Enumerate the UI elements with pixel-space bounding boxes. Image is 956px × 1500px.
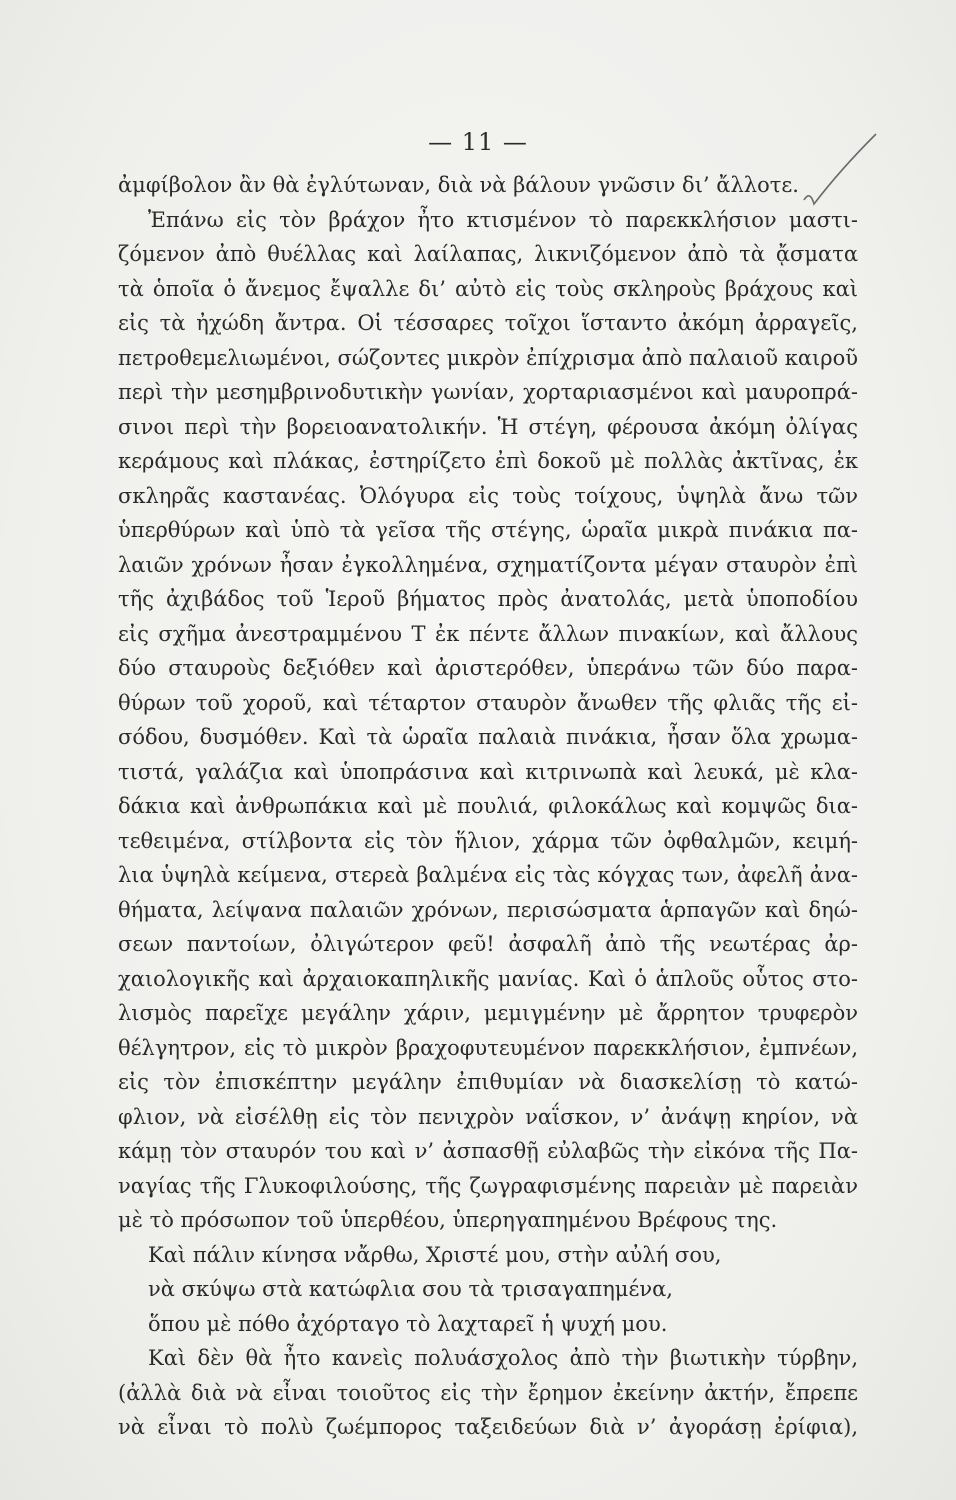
text-line: τεθειμένα, στίλβοντα εἰς τὸν ἥλιον, χάρμα τῶν ὀφθαλμῶν, κειμή- — [118, 828, 858, 853]
text-line: νὰ εἶναι τὸ πολὺ ζωέμπορος ταξειδεύων διὰ ν’ ἀγοράσῃ ἐρίφια), — [118, 1415, 858, 1439]
text-line: θύρων τοῦ χοροῦ, καὶ τέταρτον σταυρὸν ἄνωθεν τῆς φλιᾶς τῆς εἰ- — [118, 690, 858, 715]
text-line: δύο σταυροὺς δεξιόθεν καὶ ἀριστερόθεν, ὑπεράνω τῶν δύο παρα- — [118, 656, 858, 680]
text-line: λισμὸς παρεῖχε μεγάλην χάριν, μεμιγμένην μὲ ἄρρητον τρυφερὸν — [118, 1001, 858, 1025]
verse-line: ὅπου μὲ πόθο ἀχόρταγο τὸ λαχταρεῖ ἡ ψυχή μου. — [148, 1311, 668, 1336]
text-line: Ἐπάνω εἰς τὸν βράχον ἦτο κτισμένον τὸ παρεκκλήσιον μαστι- — [148, 207, 858, 232]
page-number: — 11 — — [428, 128, 528, 156]
text-line: τὰ ὁποῖα ὁ ἄνεμος ἔψαλλε δι’ αὐτὸ εἰς τοὺς σκληροὺς βράχους καὶ — [118, 276, 858, 301]
body-text — [118, 168, 858, 1445]
text-line: ὑπερθύρων καὶ ὑπὸ τὰ γεῖσα τῆς στέγης, ὡραῖα μικρὰ πινάκια πα- — [118, 518, 858, 542]
text-line: εἰς σχῆμα ἀνεστραμμένου Τ ἐκ πέντε ἄλλων πινακίων, καὶ ἄλλους — [118, 621, 858, 646]
text-line: σόδου, δυσμόθεν. Καὶ τὰ ὡραῖα παλαιὰ πινάκια, ἦσαν ὅλα χρωμα- — [118, 725, 858, 749]
text-line: Καὶ δὲν θὰ ἦτο κανεὶς πολυάσχολος ἀπὸ τὴν βιωτικὴν τύρβην, — [148, 1346, 858, 1370]
verse-line: Καὶ πάλιν κίνησα νἄρθω, Χριστέ μου, στὴν αὐλή σου, — [148, 1242, 722, 1267]
text-line: τιστά, γαλάζια καὶ ὑποπράσινα καὶ κιτρινωπὰ καὶ λευκά, μὲ κλα- — [118, 759, 858, 784]
text-line: σινοι περὶ τὴν βορειοανατολικήν. Ἡ στέγη, φέρουσα ἀκόμη ὀλίγας — [118, 414, 858, 439]
text-line: ζόμενον ἀπὸ θυέλλας καὶ λαίλαπας, λικνιζόμενον ἀπὸ τὰ ᾄσματα — [118, 242, 858, 266]
text-line: θέλγητρον, εἰς τὸ μικρὸν βραχοφυτευμένον παρεκκλήσιον, ἐμπνέων, — [118, 1035, 858, 1060]
text-line: κεράμους καὶ πλάκας, ἐστηρίζετο ἐπὶ δοκοῦ μὲ πολλὰς ἀκτῖνας, ἐκ — [118, 449, 858, 473]
text-line: φλιον, νὰ εἰσέλθῃ εἰς τὸν πενιχρὸν ναΐσκον, ν’ ἀνάψῃ κηρίον, νὰ — [118, 1104, 858, 1129]
text-line: ἀμφίβολον ἂν θὰ ἐγλύτωναν, διὰ νὰ βάλουν γνῶσιν δι’ ἄλλοτε. — [118, 173, 799, 197]
text-line: χαιολογικῆς καὶ ἀρχαιοκαπηλικῆς μανίας. Καὶ ὁ ἁπλοῦς οὗτος στο- — [118, 966, 858, 991]
text-line: δάκια καὶ ἀνθρωπάκια καὶ μὲ πουλιά, φιλοκάλως καὶ κομψῶς δια- — [118, 794, 858, 818]
text-line: σεων παντοίων, ὀλιγώτερον φεῦ! ἀσφαλῆ ἀπὸ τῆς νεωτέρας ἀρ- — [118, 932, 858, 956]
text-line: τῆς ἀχιβάδος τοῦ Ἱεροῦ βήματος πρὸς ἀνατολάς, μετὰ ὑποποδίου — [118, 587, 858, 611]
text-line: πετροθεμελιωμένοι, σώζοντες μικρὸν ἐπίχρισμα ἀπὸ παλαιοῦ καιροῦ — [118, 345, 858, 370]
verse-line: νὰ σκύψω στὰ κατώφλια σου τὰ τρισαγαπημένα, — [148, 1277, 673, 1301]
text-line: εἰς τὸν ἐπισκέπτην μεγάλην ἐπιθυμίαν νὰ διασκελίσῃ τὸ κατώ- — [118, 1070, 858, 1094]
text-line: (ἀλλὰ διὰ νὰ εἶναι τοιοῦτος εἰς τὴν ἔρημον ἐκείνην ἀκτήν, ἔπρεπε — [118, 1380, 858, 1405]
text-line: λια ὑψηλὰ κείμενα, στερεὰ βαλμένα εἰς τὰς κόγχας των, ἀφελῆ ἀνα- — [118, 863, 858, 887]
text-line: κάμῃ τὸν σταυρόν του καὶ ν’ ἀσπασθῇ εὐλαβῶς τὴν εἰκόνα τῆς Πα- — [118, 1139, 858, 1163]
text-line: θήματα, λείψανα παλαιῶν χρόνων, περισώσματα ἁρπαγῶν καὶ δηώ- — [118, 897, 858, 922]
text-line: λαιῶν χρόνων ἦσαν ἐγκολλημένα, σχηματίζοντα μέγαν σταυρὸν ἐπὶ — [118, 552, 858, 577]
text-line: μὲ τὸ πρόσωπον τοῦ ὑπερθέου, ὑπερηγαπημένου Βρέφους της. — [118, 1208, 778, 1232]
text-line: σκληρᾶς καστανέας. Ὀλόγυρα εἰς τοὺς τοίχους, ὑψηλὰ ἄνω τῶν — [118, 483, 858, 508]
text-line: εἰς τὰ ἠχώδη ἄντρα. Οἱ τέσσαρες τοῖχοι ἵσταντο ἀκόμη ἀρραγεῖς, — [118, 311, 858, 335]
text-line: ναγίας τῆς Γλυκοφιλούσης, τῆς ζωγραφισμένης παρειὰν μὲ παρειὰν — [118, 1173, 858, 1198]
text-line: περὶ τὴν μεσημβρινοδυτικὴν γωνίαν, χορταριασμένοι καὶ μαυροπρά- — [118, 380, 858, 404]
